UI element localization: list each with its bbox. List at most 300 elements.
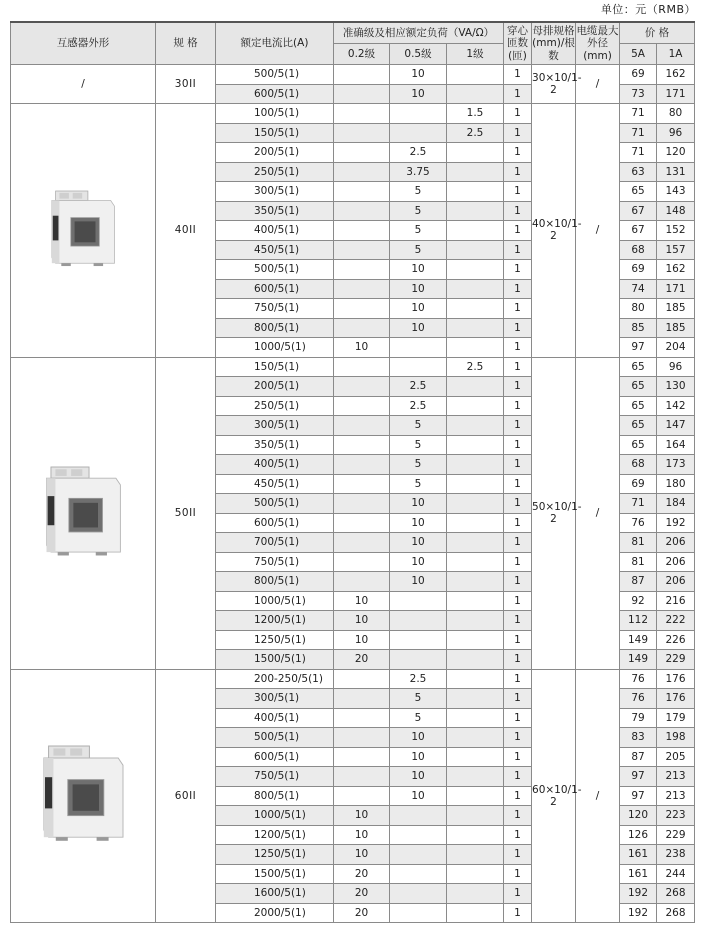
turns-cell: 1 — [504, 299, 532, 319]
price-5a-cell: 79 — [620, 708, 657, 728]
acc-05-cell: 2.5 — [390, 396, 447, 416]
acc-02-cell — [334, 104, 390, 124]
ratio-cell: 200-250/5(1) — [216, 669, 334, 689]
price-1a-cell: 223 — [657, 806, 695, 826]
price-1a-cell: 229 — [657, 825, 695, 845]
price-1a-cell: 185 — [657, 299, 695, 319]
header-turns: 穿心匝数(匝) — [504, 22, 532, 65]
acc-1-cell — [447, 689, 504, 709]
price-1a-cell: 206 — [657, 572, 695, 592]
price-5a-cell: 97 — [620, 786, 657, 806]
acc-02-cell — [334, 201, 390, 221]
acc-05-cell: 5 — [390, 474, 447, 494]
turns-cell: 1 — [504, 767, 532, 787]
ratio-cell: 350/5(1) — [216, 435, 334, 455]
ratio-cell: 400/5(1) — [216, 708, 334, 728]
ratio-cell: 1500/5(1) — [216, 650, 334, 670]
acc-02-cell — [334, 84, 390, 104]
acc-05-cell: 5 — [390, 182, 447, 202]
price-5a-cell: 65 — [620, 357, 657, 377]
acc-05-cell — [390, 630, 447, 650]
acc-05-cell: 5 — [390, 221, 447, 241]
ratio-cell: 450/5(1) — [216, 474, 334, 494]
price-5a-cell: 76 — [620, 513, 657, 533]
acc-1-cell — [447, 630, 504, 650]
turns-cell: 1 — [504, 338, 532, 358]
acc-1-cell — [447, 260, 504, 280]
acc-1-cell — [447, 318, 504, 338]
table-row — [11, 65, 695, 85]
acc-05-cell: 2.5 — [390, 143, 447, 163]
price-1a-cell: 147 — [657, 416, 695, 436]
price-1a-cell: 176 — [657, 689, 695, 709]
turns-cell: 1 — [504, 201, 532, 221]
table-row — [11, 357, 695, 377]
acc-02-cell — [334, 533, 390, 553]
price-5a-cell: 81 — [620, 533, 657, 553]
price-1a-cell: 171 — [657, 84, 695, 104]
ratio-cell: 500/5(1) — [216, 728, 334, 748]
price-5a-cell: 71 — [620, 143, 657, 163]
acc-02-cell — [334, 767, 390, 787]
price-1a-cell: 157 — [657, 240, 695, 260]
ratio-cell: 150/5(1) — [216, 357, 334, 377]
price-5a-cell: 87 — [620, 572, 657, 592]
price-1a-cell: 222 — [657, 611, 695, 631]
transformer-icon — [39, 746, 128, 842]
acc-02-cell — [334, 221, 390, 241]
acc-02-cell — [334, 747, 390, 767]
acc-05-cell: 10 — [390, 260, 447, 280]
shape-cell — [11, 104, 156, 358]
acc-05-cell: 10 — [390, 767, 447, 787]
acc-1-cell — [447, 201, 504, 221]
acc-02-cell — [334, 728, 390, 748]
price-5a-cell: 192 — [620, 903, 657, 923]
acc-02-cell — [334, 396, 390, 416]
ratio-cell: 500/5(1) — [216, 65, 334, 85]
acc-02-cell: 10 — [334, 845, 390, 865]
acc-02-cell: 20 — [334, 650, 390, 670]
acc-02-cell — [334, 435, 390, 455]
price-1a-cell: 176 — [657, 669, 695, 689]
price-5a-cell: 65 — [620, 377, 657, 397]
acc-05-cell — [390, 611, 447, 631]
price-5a-cell: 92 — [620, 591, 657, 611]
price-5a-cell: 112 — [620, 611, 657, 631]
price-1a-cell: 96 — [657, 123, 695, 143]
ratio-cell: 1250/5(1) — [216, 630, 334, 650]
price-5a-cell: 83 — [620, 728, 657, 748]
acc-05-cell: 5 — [390, 689, 447, 709]
price-5a-cell: 149 — [620, 650, 657, 670]
price-1a-cell: 216 — [657, 591, 695, 611]
price-5a-cell: 97 — [620, 767, 657, 787]
spec-cell: 30II — [156, 65, 216, 104]
acc-1-cell — [447, 845, 504, 865]
cable-cell: / — [576, 357, 620, 669]
acc-1-cell — [447, 786, 504, 806]
acc-02-cell: 10 — [334, 806, 390, 826]
acc-1-cell — [447, 611, 504, 631]
acc-05-cell — [390, 806, 447, 826]
turns-cell: 1 — [504, 455, 532, 475]
price-1a-cell: 244 — [657, 864, 695, 884]
acc-05-cell — [390, 845, 447, 865]
acc-02-cell: 20 — [334, 903, 390, 923]
price-5a-cell: 74 — [620, 279, 657, 299]
ratio-cell: 200/5(1) — [216, 143, 334, 163]
turns-cell: 1 — [504, 903, 532, 923]
price-1a-cell: 226 — [657, 630, 695, 650]
spec-cell: 60II — [156, 669, 216, 923]
acc-02-cell — [334, 786, 390, 806]
ratio-cell: 300/5(1) — [216, 416, 334, 436]
acc-05-cell: 2.5 — [390, 377, 447, 397]
price-5a-cell: 67 — [620, 201, 657, 221]
unit-note: 单位：元（RMB） — [600, 3, 696, 16]
ratio-cell: 600/5(1) — [216, 513, 334, 533]
acc-05-cell: 10 — [390, 279, 447, 299]
price-1a-cell: 164 — [657, 435, 695, 455]
acc-05-cell: 10 — [390, 572, 447, 592]
price-5a-cell: 71 — [620, 123, 657, 143]
ratio-cell: 250/5(1) — [216, 396, 334, 416]
price-5a-cell: 71 — [620, 104, 657, 124]
price-5a-cell: 161 — [620, 864, 657, 884]
acc-1-cell — [447, 84, 504, 104]
ratio-cell: 250/5(1) — [216, 162, 334, 182]
price-5a-cell: 73 — [620, 84, 657, 104]
acc-1-cell — [447, 494, 504, 514]
acc-02-cell — [334, 552, 390, 572]
price-1a-cell: 96 — [657, 357, 695, 377]
acc-1-cell — [447, 591, 504, 611]
price-1a-cell: 198 — [657, 728, 695, 748]
price-1a-cell: 131 — [657, 162, 695, 182]
price-5a-cell: 63 — [620, 162, 657, 182]
acc-1-cell — [447, 338, 504, 358]
ratio-cell: 350/5(1) — [216, 201, 334, 221]
ratio-cell: 200/5(1) — [216, 377, 334, 397]
acc-05-cell — [390, 591, 447, 611]
acc-1-cell — [447, 884, 504, 904]
ratio-cell: 600/5(1) — [216, 84, 334, 104]
price-5a-cell: 120 — [620, 806, 657, 826]
acc-1-cell — [447, 903, 504, 923]
ratio-cell: 750/5(1) — [216, 767, 334, 787]
acc-1-cell — [447, 435, 504, 455]
acc-05-cell: 10 — [390, 84, 447, 104]
price-5a-cell: 65 — [620, 396, 657, 416]
ratio-cell: 400/5(1) — [216, 221, 334, 241]
turns-cell: 1 — [504, 552, 532, 572]
ratio-cell: 800/5(1) — [216, 786, 334, 806]
price-1a-cell: 268 — [657, 903, 695, 923]
acc-02-cell — [334, 162, 390, 182]
cable-cell: / — [576, 65, 620, 104]
price-1a-cell: 171 — [657, 279, 695, 299]
acc-1-cell — [447, 396, 504, 416]
header-price-5a: 5A — [620, 44, 657, 65]
shape-cell — [11, 669, 156, 923]
turns-cell: 1 — [504, 377, 532, 397]
price-5a-cell: 65 — [620, 435, 657, 455]
ratio-cell: 750/5(1) — [216, 552, 334, 572]
spec-cell: 50II — [156, 357, 216, 669]
ratio-cell: 1000/5(1) — [216, 806, 334, 826]
turns-cell: 1 — [504, 747, 532, 767]
shape-cell — [11, 357, 156, 669]
busbar-cell: 60×10/1-2 — [532, 669, 576, 923]
price-5a-cell: 97 — [620, 338, 657, 358]
price-1a-cell: 143 — [657, 182, 695, 202]
acc-1-cell — [447, 572, 504, 592]
acc-02-cell — [334, 474, 390, 494]
acc-1-cell — [447, 455, 504, 475]
price-1a-cell: 192 — [657, 513, 695, 533]
acc-1-cell — [447, 747, 504, 767]
turns-cell: 1 — [504, 845, 532, 865]
acc-02-cell — [334, 279, 390, 299]
turns-cell: 1 — [504, 416, 532, 436]
acc-1-cell: 2.5 — [447, 123, 504, 143]
price-1a-cell: 162 — [657, 260, 695, 280]
turns-cell: 1 — [504, 806, 532, 826]
acc-1-cell — [447, 279, 504, 299]
price-1a-cell: 205 — [657, 747, 695, 767]
acc-05-cell — [390, 123, 447, 143]
header-price: 价 格 — [620, 22, 695, 44]
turns-cell: 1 — [504, 650, 532, 670]
price-1a-cell: 213 — [657, 767, 695, 787]
price-1a-cell: 185 — [657, 318, 695, 338]
acc-1-cell — [447, 864, 504, 884]
acc-05-cell: 5 — [390, 455, 447, 475]
acc-1-cell: 1.5 — [447, 104, 504, 124]
acc-1-cell — [447, 708, 504, 728]
cable-cell: / — [576, 669, 620, 923]
header-shape: 互感器外形 — [11, 22, 156, 65]
turns-cell: 1 — [504, 357, 532, 377]
header-busbar: 母排规格(mm)/根数 — [532, 22, 576, 65]
turns-cell: 1 — [504, 474, 532, 494]
acc-05-cell: 5 — [390, 416, 447, 436]
acc-05-cell: 10 — [390, 747, 447, 767]
cable-cell: / — [576, 104, 620, 358]
price-1a-cell: 179 — [657, 708, 695, 728]
price-5a-cell: 80 — [620, 299, 657, 319]
acc-05-cell — [390, 104, 447, 124]
acc-02-cell: 10 — [334, 611, 390, 631]
header-acc-1: 1级 — [447, 44, 504, 65]
turns-cell: 1 — [504, 728, 532, 748]
acc-1-cell: 2.5 — [447, 357, 504, 377]
turns-cell: 1 — [504, 689, 532, 709]
acc-05-cell: 5 — [390, 201, 447, 221]
acc-02-cell: 10 — [334, 338, 390, 358]
acc-05-cell: 5 — [390, 240, 447, 260]
price-5a-cell: 76 — [620, 669, 657, 689]
price-5a-cell: 161 — [620, 845, 657, 865]
price-5a-cell: 69 — [620, 65, 657, 85]
acc-05-cell: 10 — [390, 728, 447, 748]
acc-02-cell — [334, 572, 390, 592]
acc-02-cell — [334, 377, 390, 397]
busbar-cell: 40×10/1-2 — [532, 104, 576, 358]
price-1a-cell: 180 — [657, 474, 695, 494]
price-5a-cell: 192 — [620, 884, 657, 904]
acc-05-cell — [390, 884, 447, 904]
turns-cell: 1 — [504, 240, 532, 260]
price-1a-cell: 120 — [657, 143, 695, 163]
turns-cell: 1 — [504, 65, 532, 85]
price-1a-cell: 206 — [657, 552, 695, 572]
turns-cell: 1 — [504, 513, 532, 533]
price-5a-cell: 67 — [620, 221, 657, 241]
acc-1-cell — [447, 65, 504, 85]
price-5a-cell: 69 — [620, 474, 657, 494]
acc-1-cell — [447, 299, 504, 319]
price-1a-cell: 184 — [657, 494, 695, 514]
price-5a-cell: 65 — [620, 182, 657, 202]
ratio-cell: 1200/5(1) — [216, 611, 334, 631]
acc-02-cell — [334, 494, 390, 514]
ratio-cell: 1200/5(1) — [216, 825, 334, 845]
price-5a-cell: 149 — [620, 630, 657, 650]
acc-02-cell — [334, 123, 390, 143]
ratio-cell: 1000/5(1) — [216, 338, 334, 358]
header-accuracy: 准确级及相应额定负荷（VA/Ω） — [334, 22, 504, 44]
acc-1-cell — [447, 650, 504, 670]
price-5a-cell: 69 — [620, 260, 657, 280]
turns-cell: 1 — [504, 162, 532, 182]
acc-1-cell — [447, 513, 504, 533]
acc-02-cell — [334, 299, 390, 319]
acc-1-cell — [447, 669, 504, 689]
turns-cell: 1 — [504, 318, 532, 338]
price-5a-cell: 85 — [620, 318, 657, 338]
acc-05-cell: 5 — [390, 435, 447, 455]
acc-02-cell — [334, 240, 390, 260]
ratio-cell: 500/5(1) — [216, 494, 334, 514]
acc-02-cell: 20 — [334, 884, 390, 904]
acc-02-cell — [334, 689, 390, 709]
price-1a-cell: 130 — [657, 377, 695, 397]
busbar-cell: 50×10/1-2 — [532, 357, 576, 669]
header-cable: 电缆最大外径(mm) — [576, 22, 620, 65]
ratio-cell: 100/5(1) — [216, 104, 334, 124]
acc-1-cell — [447, 552, 504, 572]
acc-1-cell — [447, 240, 504, 260]
acc-02-cell — [334, 513, 390, 533]
turns-cell: 1 — [504, 630, 532, 650]
acc-1-cell — [447, 143, 504, 163]
turns-cell: 1 — [504, 669, 532, 689]
header-ratio: 额定电流比(A) — [216, 22, 334, 65]
price-table — [10, 21, 695, 923]
header-acc-02: 0.2级 — [334, 44, 390, 65]
acc-05-cell: 5 — [390, 708, 447, 728]
acc-1-cell — [447, 825, 504, 845]
acc-02-cell: 20 — [334, 864, 390, 884]
price-5a-cell: 71 — [620, 494, 657, 514]
acc-05-cell — [390, 825, 447, 845]
acc-05-cell — [390, 903, 447, 923]
transformer-icon — [42, 467, 125, 557]
price-1a-cell: 206 — [657, 533, 695, 553]
acc-02-cell — [334, 455, 390, 475]
acc-02-cell — [334, 357, 390, 377]
shape-cell: / — [11, 65, 156, 104]
acc-02-cell — [334, 318, 390, 338]
ratio-cell: 2000/5(1) — [216, 903, 334, 923]
turns-cell: 1 — [504, 143, 532, 163]
acc-02-cell — [334, 260, 390, 280]
table-body — [11, 65, 695, 923]
turns-cell: 1 — [504, 260, 532, 280]
acc-1-cell — [447, 806, 504, 826]
price-1a-cell: 142 — [657, 396, 695, 416]
acc-02-cell: 10 — [334, 591, 390, 611]
acc-05-cell: 10 — [390, 318, 447, 338]
turns-cell: 1 — [504, 84, 532, 104]
acc-05-cell: 2.5 — [390, 669, 447, 689]
busbar-cell: 30×10/1-2 — [532, 65, 576, 104]
acc-1-cell — [447, 767, 504, 787]
ratio-cell: 600/5(1) — [216, 747, 334, 767]
price-1a-cell: 268 — [657, 884, 695, 904]
acc-05-cell: 10 — [390, 65, 447, 85]
ratio-cell: 450/5(1) — [216, 240, 334, 260]
acc-1-cell — [447, 728, 504, 748]
acc-02-cell — [334, 65, 390, 85]
ratio-cell: 1500/5(1) — [216, 864, 334, 884]
acc-05-cell — [390, 357, 447, 377]
ratio-cell: 400/5(1) — [216, 455, 334, 475]
header-acc-05: 0.5级 — [390, 44, 447, 65]
acc-1-cell — [447, 533, 504, 553]
acc-05-cell: 10 — [390, 299, 447, 319]
turns-cell: 1 — [504, 396, 532, 416]
acc-02-cell — [334, 143, 390, 163]
price-1a-cell: 152 — [657, 221, 695, 241]
ratio-cell: 1000/5(1) — [216, 591, 334, 611]
turns-cell: 1 — [504, 279, 532, 299]
turns-cell: 1 — [504, 825, 532, 845]
acc-05-cell — [390, 650, 447, 670]
turns-cell: 1 — [504, 533, 532, 553]
ratio-cell: 800/5(1) — [216, 572, 334, 592]
turns-cell: 1 — [504, 123, 532, 143]
acc-05-cell: 10 — [390, 552, 447, 572]
ratio-cell: 300/5(1) — [216, 689, 334, 709]
turns-cell: 1 — [504, 221, 532, 241]
spec-cell: 40II — [156, 104, 216, 358]
table-row — [11, 669, 695, 689]
price-5a-cell: 68 — [620, 240, 657, 260]
ratio-cell: 600/5(1) — [216, 279, 334, 299]
price-5a-cell: 68 — [620, 455, 657, 475]
acc-05-cell: 10 — [390, 494, 447, 514]
acc-1-cell — [447, 162, 504, 182]
price-5a-cell: 87 — [620, 747, 657, 767]
ratio-cell: 300/5(1) — [216, 182, 334, 202]
acc-05-cell: 10 — [390, 533, 447, 553]
turns-cell: 1 — [504, 884, 532, 904]
acc-1-cell — [447, 221, 504, 241]
price-1a-cell: 173 — [657, 455, 695, 475]
